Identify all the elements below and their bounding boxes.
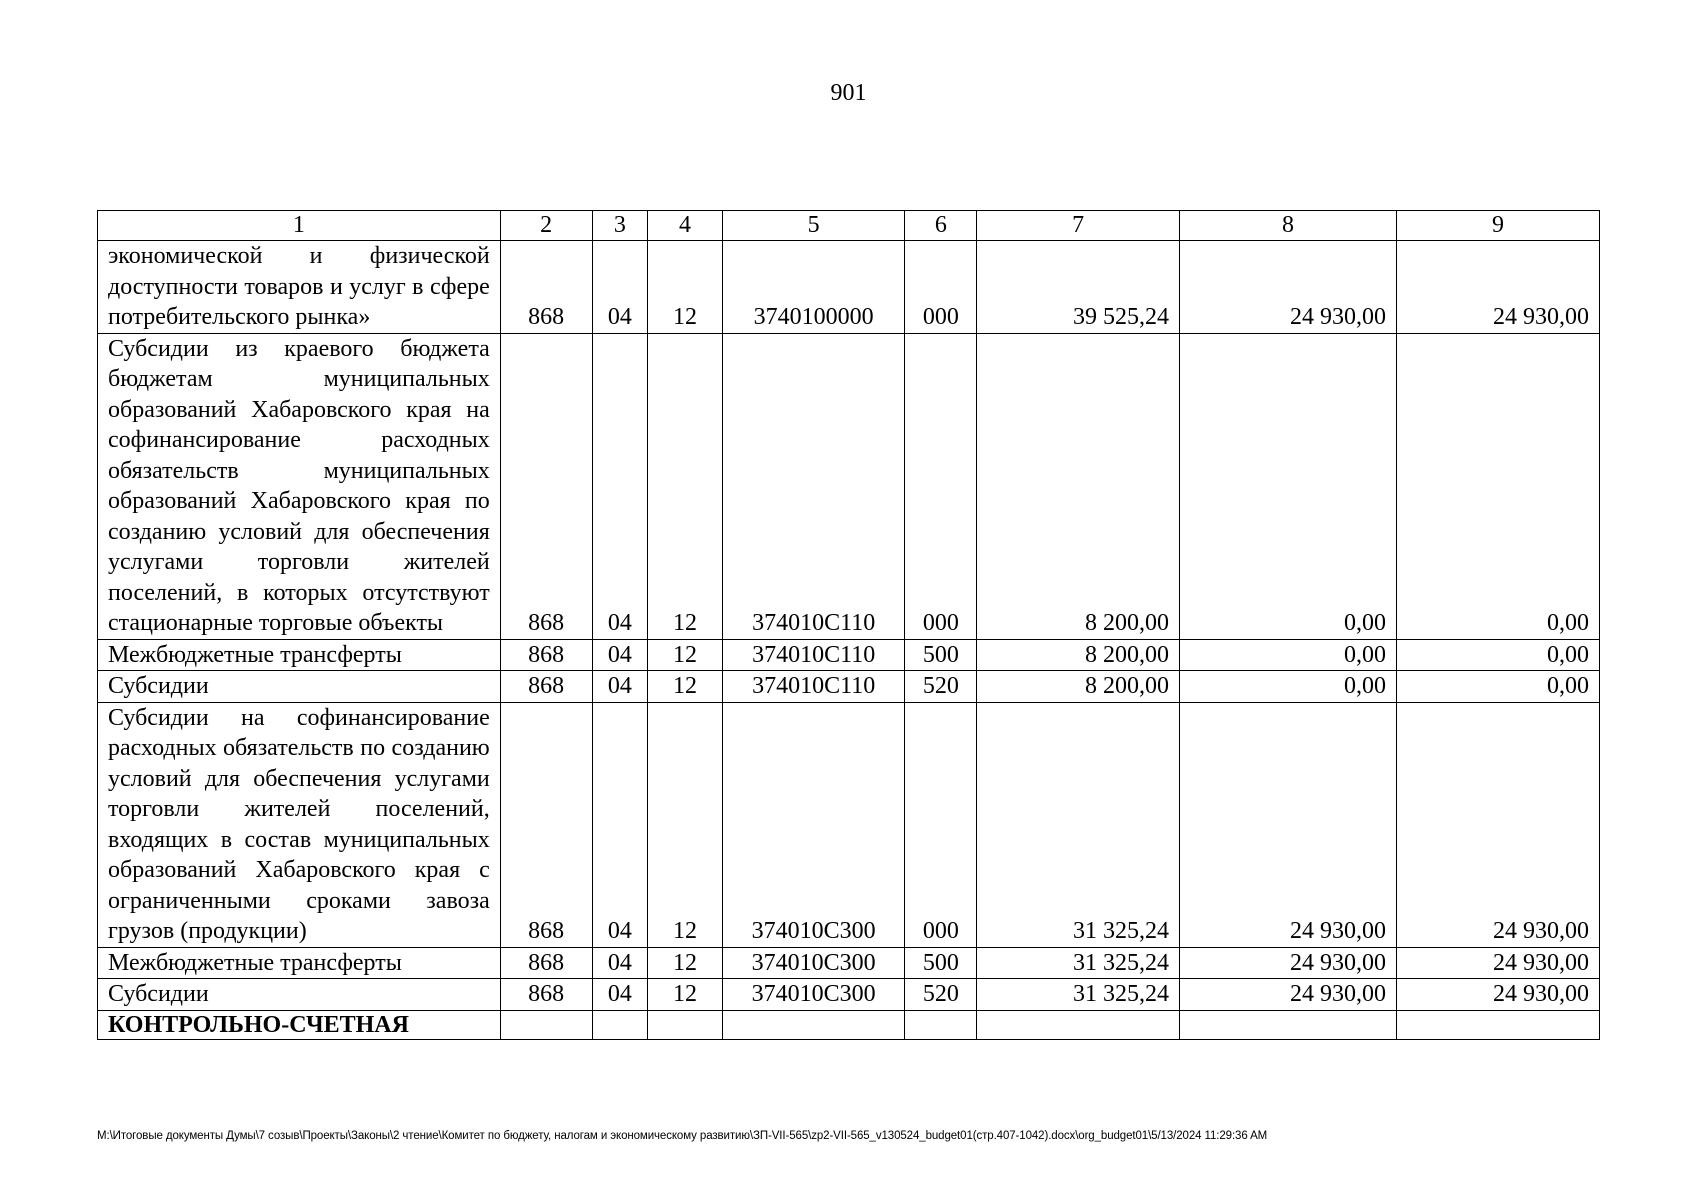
cell-target-article: 374010С110	[722, 639, 905, 671]
column-header: 2	[500, 211, 592, 241]
cell-target-article: 374010С300	[722, 979, 905, 1011]
cell-code: 868	[500, 979, 592, 1011]
cell-section: 04	[592, 947, 648, 979]
cell-subsection: 12	[648, 333, 723, 639]
row-description: Субсидии на софинансирование расходных обязательств по созданию условий для обеспечения услугами торговли жителей поселений, входящих в состав муниципальных образований Хабаровского края с ограниченными сроками завоза грузов (продукции)	[98, 702, 501, 947]
row-description: экономической и физической доступности товаров и услуг в сфере потребительского рынка»	[98, 241, 501, 334]
table-row-section-heading	[98, 1010, 1600, 1039]
table-row	[98, 702, 1600, 947]
cell-amount-7: 31 325,24	[977, 979, 1180, 1011]
table-row	[98, 241, 1600, 334]
cell-subsection: 12	[648, 241, 723, 334]
row-description: Субсидии	[98, 671, 501, 703]
cell-section: 04	[592, 671, 648, 703]
cell-amount-9: 0,00	[1397, 333, 1600, 639]
cell-amount-9: 0,00	[1397, 671, 1600, 703]
cell-section: 04	[592, 702, 648, 947]
column-header: 7	[977, 211, 1180, 241]
row-description: Межбюджетные трансферты	[98, 639, 501, 671]
column-header: 1	[98, 211, 501, 241]
empty-cell	[592, 1010, 648, 1039]
cell-amount-7: 31 325,24	[977, 947, 1180, 979]
cell-amount-8: 24 930,00	[1180, 947, 1397, 979]
cell-subsection: 12	[648, 639, 723, 671]
column-header: 6	[905, 211, 977, 241]
cell-section: 04	[592, 639, 648, 671]
cell-expense-type: 500	[905, 639, 977, 671]
budget-table	[97, 210, 1600, 1040]
cell-code: 868	[500, 702, 592, 947]
table-header-row	[98, 211, 1600, 241]
cell-expense-type: 520	[905, 979, 977, 1011]
cell-code: 868	[500, 671, 592, 703]
cell-section: 04	[592, 979, 648, 1011]
footer-file-path: M:\Итоговые документы Думы\7 созыв\Проекты\Законы\2 чтение\Комитет по бюджету, налогам и экономическому развитию\ЗП-VII-565\zp2-VII-565_v130524_budget01(стр.407-1042).docx\org_budget01\5/13/2024 11:29:36 AM	[97, 1130, 1268, 1142]
cell-amount-9: 24 930,00	[1397, 979, 1600, 1011]
cell-amount-8: 0,00	[1180, 671, 1397, 703]
cell-amount-9: 24 930,00	[1397, 241, 1600, 334]
cell-code: 868	[500, 333, 592, 639]
cell-code: 868	[500, 947, 592, 979]
cell-target-article: 3740100000	[722, 241, 905, 334]
cell-amount-7: 8 200,00	[977, 639, 1180, 671]
section-heading-cell: КОНТРОЛЬНО-СЧЕТНАЯ	[98, 1010, 501, 1039]
page-number: 901	[830, 80, 867, 106]
row-description: Субсидии	[98, 979, 501, 1011]
column-header: 4	[648, 211, 723, 241]
cell-target-article: 374010С300	[722, 947, 905, 979]
table-row	[98, 947, 1600, 979]
cell-expense-type: 000	[905, 702, 977, 947]
column-header: 3	[592, 211, 648, 241]
cell-amount-8: 24 930,00	[1180, 241, 1397, 334]
cell-amount-9: 24 930,00	[1397, 702, 1600, 947]
cell-amount-7: 8 200,00	[977, 671, 1180, 703]
empty-cell	[977, 1010, 1180, 1039]
table-row	[98, 671, 1600, 703]
cell-amount-9: 24 930,00	[1397, 947, 1600, 979]
cell-amount-8: 0,00	[1180, 639, 1397, 671]
cell-amount-8: 0,00	[1180, 333, 1397, 639]
cell-code: 868	[500, 241, 592, 334]
cell-section: 04	[592, 241, 648, 334]
column-header: 5	[722, 211, 905, 241]
cell-amount-7: 8 200,00	[977, 333, 1180, 639]
cell-subsection: 12	[648, 979, 723, 1011]
cell-code: 868	[500, 639, 592, 671]
column-header: 8	[1180, 211, 1397, 241]
empty-cell	[648, 1010, 723, 1039]
cell-subsection: 12	[648, 671, 723, 703]
table-row	[98, 333, 1600, 639]
cell-amount-8: 24 930,00	[1180, 979, 1397, 1011]
empty-cell	[500, 1010, 592, 1039]
cell-target-article: 374010С110	[722, 333, 905, 639]
empty-cell	[1180, 1010, 1397, 1039]
cell-section: 04	[592, 333, 648, 639]
cell-target-article: 374010С300	[722, 702, 905, 947]
cell-expense-type: 000	[905, 241, 977, 334]
cell-expense-type: 000	[905, 333, 977, 639]
table-row	[98, 979, 1600, 1011]
cell-expense-type: 500	[905, 947, 977, 979]
row-description: Межбюджетные трансферты	[98, 947, 501, 979]
cell-target-article: 374010С110	[722, 671, 905, 703]
cell-subsection: 12	[648, 702, 723, 947]
empty-cell	[722, 1010, 905, 1039]
column-header: 9	[1397, 211, 1600, 241]
cell-subsection: 12	[648, 947, 723, 979]
cell-amount-8: 24 930,00	[1180, 702, 1397, 947]
row-description: Субсидии из краевого бюджета бюджетам муниципальных образований Хабаровского края на софинансирование расходных обязательств муниципальных образований Хабаровского края по созданию условий для обеспечения услугами торговли жителей поселений, в которых отсутствуют стационарные торговые объекты	[98, 333, 501, 639]
cell-amount-7: 39 525,24	[977, 241, 1180, 334]
table-row	[98, 639, 1600, 671]
cell-expense-type: 520	[905, 671, 977, 703]
cell-amount-9: 0,00	[1397, 639, 1600, 671]
cell-amount-7: 31 325,24	[977, 702, 1180, 947]
empty-cell	[905, 1010, 977, 1039]
empty-cell	[1397, 1010, 1600, 1039]
